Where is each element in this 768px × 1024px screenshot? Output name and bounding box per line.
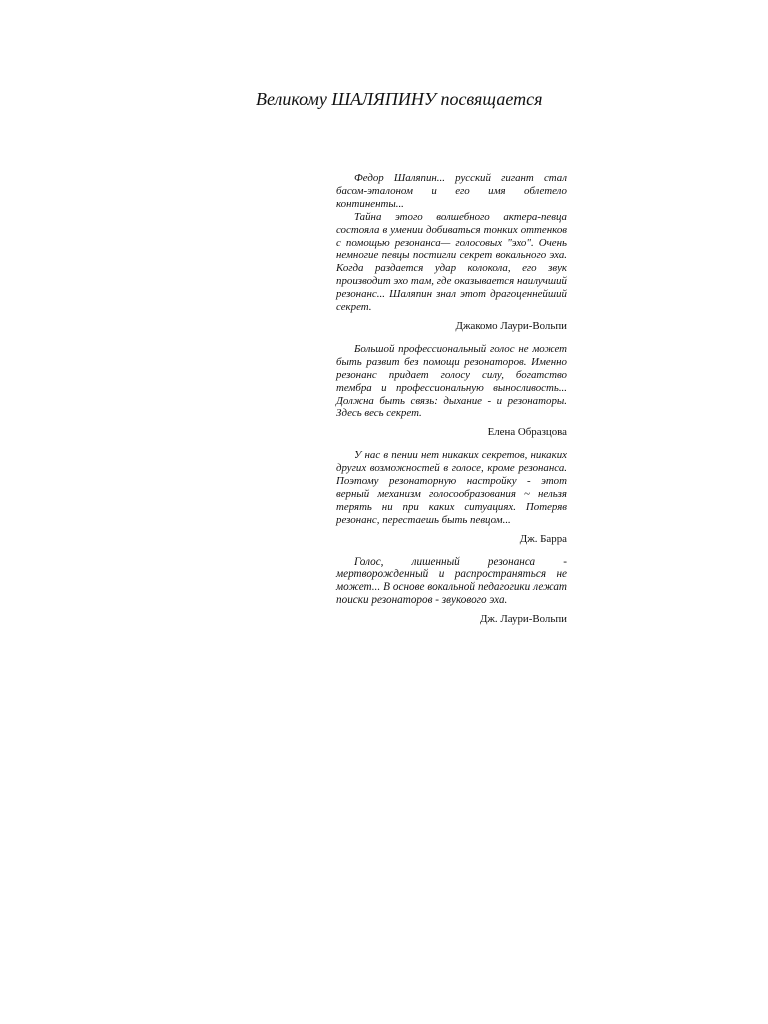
quote-obraztsova <box>336 343 567 439</box>
quote-author: Дж. Барра <box>519 532 567 545</box>
quote-paragraph: Тайна этого волшебного актера-певца состояла в умении добиваться тонких оттенков с помощью резонанса— голосовых "эхо". Очень немногие певцы постигли секрет вокального эха. Когда раздается удар колокола, его звук производит эхо там, где оказывается наилучший резонанс... Шаляпин знал этот драгоценнейший секрет. <box>336 210 567 314</box>
quote-chaliapin <box>336 172 567 333</box>
quote-paragraph: Большой профессиональный голос не может быть развит без помощи резонаторов. Именно резонанс придает голосу силу, богатство тембра и профессиональную выносливость... Должна быть связь: дыхание - и резонаторы. Здесь весь секрет. <box>336 342 567 420</box>
quote-author: Дж. Лаури-Вольпи <box>479 613 567 626</box>
quote-barra <box>336 449 567 545</box>
quote-paragraph: У нас в пении нет никаких секретов, никаких других возможностей в голосе, кроме резонанса. Поэтому резонаторную настройку - этот верный механизм голосообразования ~ нельзя терять ни при каких ситуациях. Потеряв резонанс, перестаешь быть певцом... <box>336 449 567 526</box>
quote-author: Елена Образцова <box>487 426 567 439</box>
quote-author: Джакомо Лаури-Вольпи <box>455 319 567 332</box>
quote-paragraph: Голос, лишенный резонанса - мертворожденный и распространяться не может... В основе вокальной педагогики лежат поиски резонаторов - звукового эха. <box>336 555 567 607</box>
epigraph-block <box>336 172 567 636</box>
quote-lauri-volpi <box>336 556 567 627</box>
quote-paragraph: Федор Шаляпин... русский гигант стал басом-эталоном и его имя облетело континенты... <box>336 172 567 210</box>
dedication-heading: Великому ШАЛЯПИНУ посвящается <box>256 89 543 109</box>
